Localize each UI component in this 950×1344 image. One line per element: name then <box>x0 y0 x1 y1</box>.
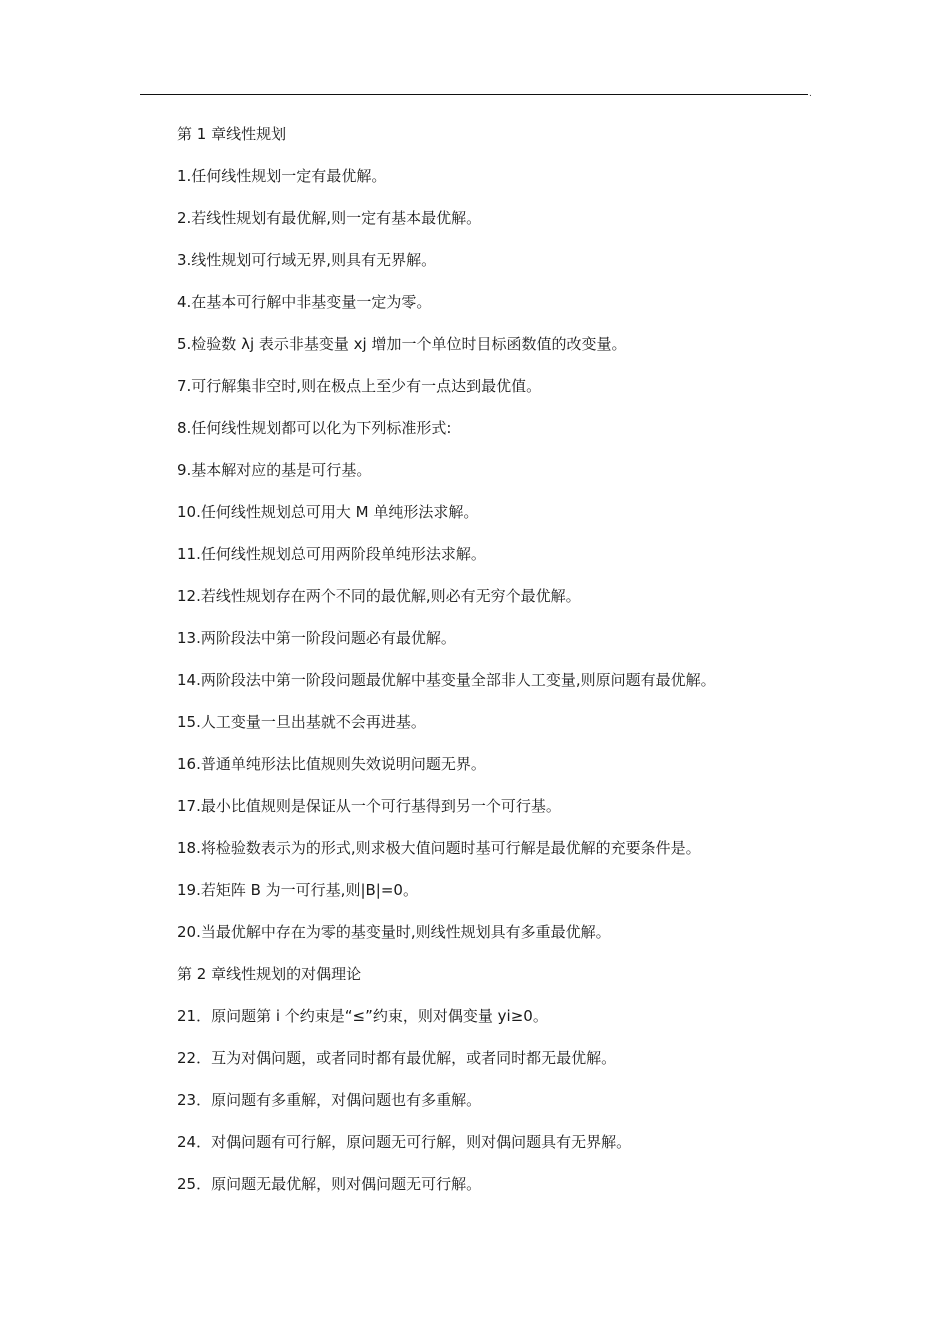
statement-15: 15.人工变量一旦出基就不会再进基。 <box>177 713 426 731</box>
statement-1: 1.任何线性规划一定有最优解。 <box>177 167 387 185</box>
statement-12: 12.若线性规划存在两个不同的最优解,则必有无穷个最优解。 <box>177 587 581 605</box>
chapter-1-heading: 第 1 章线性规划 <box>177 125 287 143</box>
statement-8: 8.任何线性规划都可以化为下列标准形式: <box>177 419 452 437</box>
statement-24: 24．对偶问题有可行解，原问题无可行解，则对偶问题具有无界解。 <box>177 1133 632 1151</box>
statement-4: 4.在基本可行解中非基变量一定为零。 <box>177 293 432 311</box>
statement-25: 25．原问题无最优解，则对偶问题无可行解。 <box>177 1175 482 1193</box>
statement-19: 19.若矩阵 B 为一可行基,则|B|=0。 <box>177 881 418 899</box>
statement-16: 16.普通单纯形法比值规则失效说明问题无界。 <box>177 755 486 773</box>
statement-9: 9.基本解对应的基是可行基。 <box>177 461 372 479</box>
statement-13: 13.两阶段法中第一阶段问题必有最优解。 <box>177 629 456 647</box>
statement-22: 22．互为对偶问题，或者同时都有最优解，或者同时都无最优解。 <box>177 1049 617 1067</box>
statement-23: 23．原问题有多重解，对偶问题也有多重解。 <box>177 1091 482 1109</box>
statement-10: 10.任何线性规划总可用大 M 单纯形法求解。 <box>177 503 479 521</box>
header-rule <box>140 94 808 95</box>
statement-17: 17.最小比值规则是保证从一个可行基得到另一个可行基。 <box>177 797 561 815</box>
document-body <box>177 118 817 1210</box>
statement-7: 7.可行解集非空时,则在极点上至少有一点达到最优值。 <box>177 377 542 395</box>
statement-14: 14.两阶段法中第一阶段问题最优解中基变量全部非人工变量,则原问题有最优解。 <box>177 671 716 689</box>
statement-11: 11.任何线性规划总可用两阶段单纯形法求解。 <box>177 545 486 563</box>
chapter-2-heading: 第 2 章线性规划的对偶理论 <box>177 965 362 983</box>
statement-20: 20.当最优解中存在为零的基变量时,则线性规划具有多重最优解。 <box>177 923 611 941</box>
header-tick-mark: . <box>809 89 812 99</box>
statement-18: 18.将检验数表示为的形式,则求极大值问题时基可行解是最优解的充要条件是。 <box>177 839 701 857</box>
statement-21: 21．原问题第 i 个约束是“≤”约束，则对偶变量 yi≥0。 <box>177 1007 548 1025</box>
statement-5: 5.检验数 λj 表示非基变量 xj 增加一个单位时目标函数值的改变量。 <box>177 335 627 353</box>
statement-3: 3.线性规划可行域无界,则具有无界解。 <box>177 251 437 269</box>
statement-2: 2.若线性规划有最优解,则一定有基本最优解。 <box>177 209 482 227</box>
